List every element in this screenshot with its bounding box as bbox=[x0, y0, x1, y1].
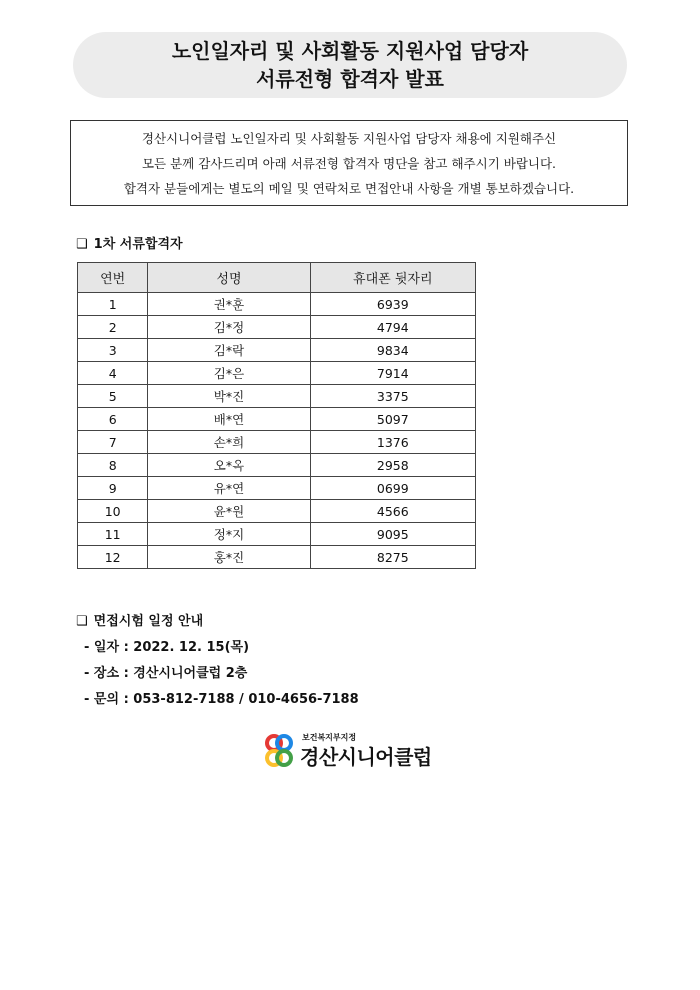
cell-number: 9 bbox=[78, 477, 148, 500]
cell-name: 김*은 bbox=[148, 362, 310, 385]
cell-name: 배*연 bbox=[148, 408, 310, 431]
table-row bbox=[78, 385, 476, 408]
table-row bbox=[78, 316, 476, 339]
section-heading-passers bbox=[76, 233, 183, 252]
cell-phone: 2958 bbox=[310, 454, 475, 477]
cell-number: 5 bbox=[78, 385, 148, 408]
organization-logo bbox=[262, 732, 442, 772]
cell-phone: 6939 bbox=[310, 293, 475, 316]
notice-line: 모든 분께 감사드리며 아래 서류전형 합격자 명단을 참고 해주시기 바랍니다. bbox=[141, 155, 557, 171]
logo-subtitle: 보건복지부지정 bbox=[302, 733, 357, 742]
section-title: 면접시험 일정 안내 bbox=[93, 614, 204, 629]
cell-phone: 7914 bbox=[310, 362, 475, 385]
table-row bbox=[78, 293, 476, 316]
cell-name: 김*정 bbox=[148, 316, 310, 339]
title-line-2: 서류전형 합격자 발표 bbox=[256, 67, 444, 91]
table-row bbox=[78, 477, 476, 500]
interview-date: - 일자 : 2022. 12. 15(목) bbox=[84, 640, 250, 655]
cell-number: 6 bbox=[78, 408, 148, 431]
table-row bbox=[78, 523, 476, 546]
cell-name: 정*지 bbox=[148, 523, 310, 546]
column-header-number: 연번 bbox=[78, 263, 148, 293]
cell-number: 11 bbox=[78, 523, 148, 546]
cell-phone: 9095 bbox=[310, 523, 475, 546]
section-heading-interview bbox=[76, 610, 203, 629]
cell-name: 김*락 bbox=[148, 339, 310, 362]
table-row bbox=[78, 362, 476, 385]
table-row bbox=[78, 454, 476, 477]
table-body bbox=[78, 293, 476, 569]
notice-line: 경산시니어클럽 노인일자리 및 사회활동 지원사업 담당자 채용에 지원해주신 bbox=[141, 130, 557, 146]
cell-name: 박*진 bbox=[148, 385, 310, 408]
cell-number: 10 bbox=[78, 500, 148, 523]
section-title: 1차 서류합격자 bbox=[93, 237, 183, 252]
cell-phone: 9834 bbox=[310, 339, 475, 362]
cell-phone: 4566 bbox=[310, 500, 475, 523]
cell-name: 유*연 bbox=[148, 477, 310, 500]
cell-phone: 1376 bbox=[310, 431, 475, 454]
checkbox-square-icon: ❑ bbox=[76, 237, 88, 252]
cell-number: 12 bbox=[78, 546, 148, 569]
cell-number: 4 bbox=[78, 362, 148, 385]
table-header-row bbox=[78, 263, 476, 293]
interview-place: - 장소 : 경산시니어클럽 2층 bbox=[84, 666, 248, 681]
cell-name: 윤*원 bbox=[148, 500, 310, 523]
cell-phone: 4794 bbox=[310, 316, 475, 339]
column-header-phone: 휴대폰 뒷자리 bbox=[310, 263, 475, 293]
title-line-1: 노인일자리 및 사회활동 지원사업 담당자 bbox=[171, 39, 529, 63]
cell-phone: 3375 bbox=[310, 385, 475, 408]
passers-table bbox=[77, 262, 476, 569]
cell-number: 2 bbox=[78, 316, 148, 339]
cell-phone: 0699 bbox=[310, 477, 475, 500]
cell-name: 권*훈 bbox=[148, 293, 310, 316]
table-row bbox=[78, 546, 476, 569]
cell-number: 8 bbox=[78, 454, 148, 477]
table-row bbox=[78, 408, 476, 431]
cell-number: 3 bbox=[78, 339, 148, 362]
page-title bbox=[73, 32, 627, 98]
cell-name: 오*옥 bbox=[148, 454, 310, 477]
table-row bbox=[78, 431, 476, 454]
cell-name: 홍*진 bbox=[148, 546, 310, 569]
interview-contact: - 문의 : 053-812-7188 / 010-4656-7188 bbox=[84, 692, 359, 707]
notice-box bbox=[70, 120, 628, 206]
checkbox-square-icon: ❑ bbox=[76, 614, 88, 629]
cell-phone: 5097 bbox=[310, 408, 475, 431]
column-header-name: 성명 bbox=[148, 263, 310, 293]
cell-number: 7 bbox=[78, 431, 148, 454]
table-row bbox=[78, 339, 476, 362]
logo-emblem-icon bbox=[262, 732, 298, 772]
cell-name: 손*희 bbox=[148, 431, 310, 454]
cell-phone: 8275 bbox=[310, 546, 475, 569]
table-row bbox=[78, 500, 476, 523]
logo-name: 경산시니어클럽 bbox=[300, 745, 432, 769]
cell-number: 1 bbox=[78, 293, 148, 316]
notice-line: 합격자 분들에게는 별도의 메일 및 연락처로 면접안내 사항을 개별 통보하겠습니다. bbox=[123, 180, 575, 196]
